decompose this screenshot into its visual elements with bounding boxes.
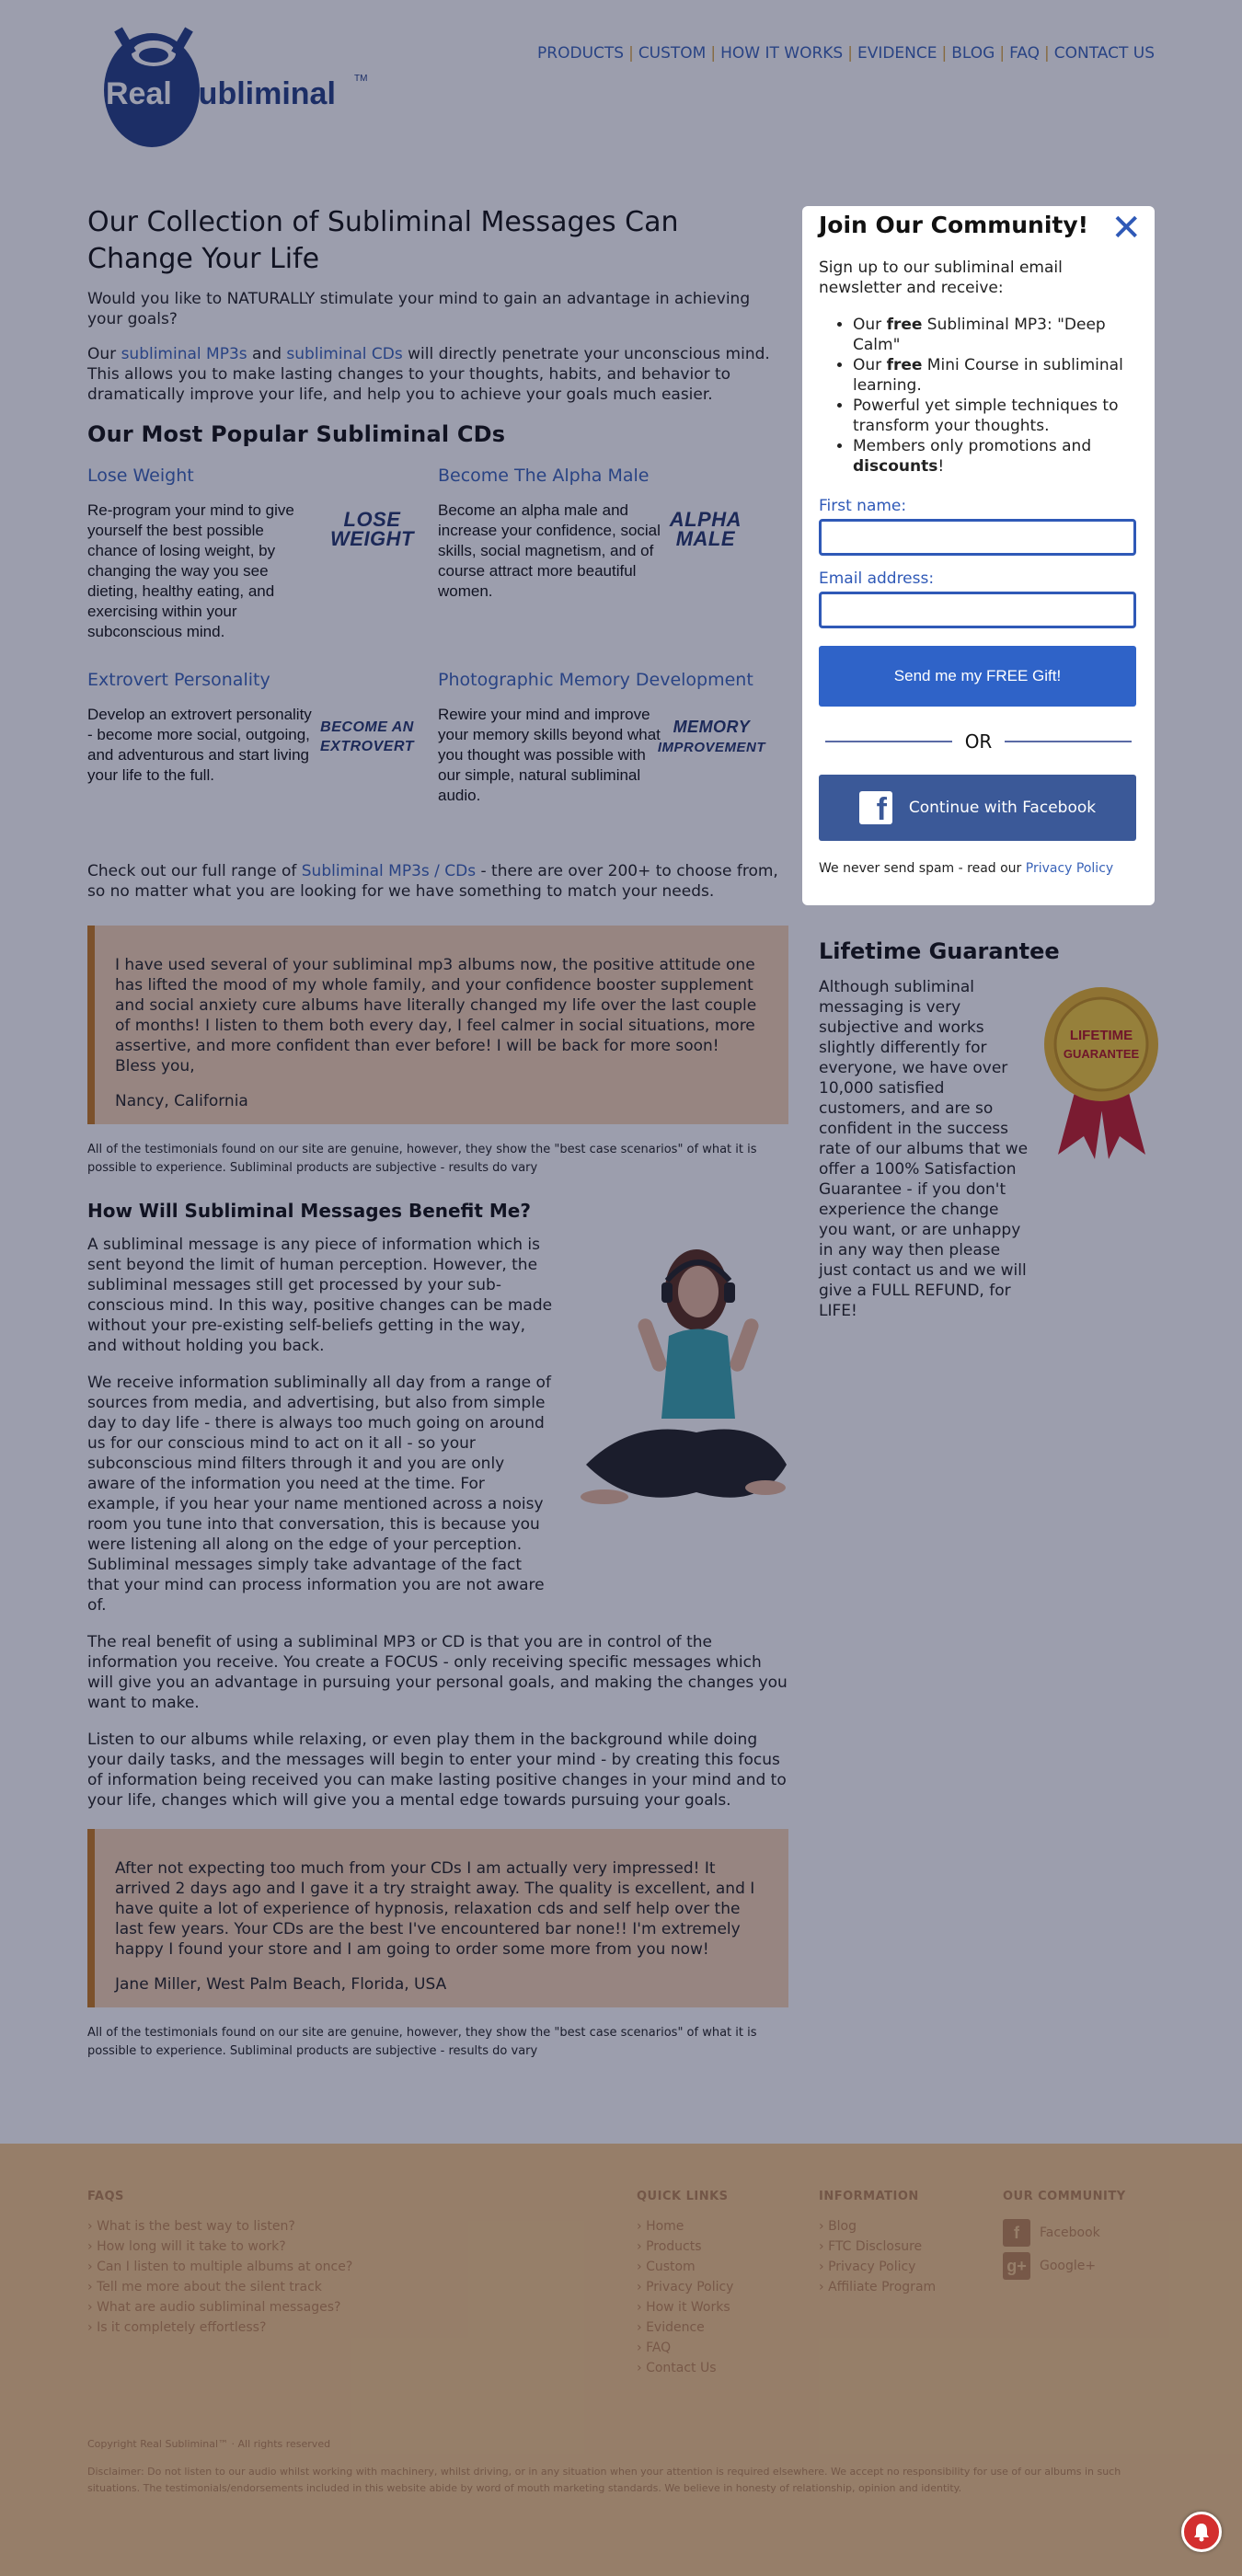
svg-text:TM: TM	[354, 74, 368, 84]
nav-item-blog[interactable]: BLOG	[951, 44, 995, 63]
copyright: Copyright Real Subliminal™ · All rights reserved	[87, 2438, 331, 2450]
footer-faq-link[interactable]: › Can I listen to multiple albums at once?	[87, 2257, 352, 2277]
svg-text:GUARANTEE: GUARANTEE	[1063, 1047, 1140, 1061]
footer-faq-link[interactable]: › What is the best way to listen?	[87, 2216, 352, 2237]
nav-item-evidence[interactable]: EVIDENCE	[857, 44, 937, 63]
send-free-gift-button[interactable]: Send me my FREE Gift!	[819, 646, 1136, 707]
testimonial-disclaimer: All of the testimonials found on our site are genuine, however, they show the "best case scenarios" of what it is possible to experience. Subliminal products are subjective - results do vary	[87, 2026, 757, 2058]
testimonial-text: After not expecting too much from your CDs I am actually very impressed! It arrived 2 days ago and I gave it a try straight away. The quality is excellent, and I have quite a lot of experience of hypnosis, relaxation cds and self help over the last few years. Your CDs are the best I've encountered bar none!! I'm extremely happy I found your store and I am going to order some more from you now!	[115, 1859, 755, 1959]
nav-separator: |	[1044, 44, 1050, 63]
nav-item-faq[interactable]: FAQ	[1009, 44, 1040, 63]
cd-description: Re-program your mind to give yourself the best possible chance of losing weight, by changing the way you see dieting, healthy eating, and exercising within your subconscious mind.	[87, 501, 294, 640]
or-divider: OR	[825, 730, 1132, 753]
nav-item-custom[interactable]: CUSTOM	[638, 44, 707, 63]
footer-faq-link[interactable]: › Is it completely effortless?	[87, 2317, 352, 2338]
facebook-link[interactable]: f Facebook	[1003, 2216, 1126, 2249]
first-name-label: First name:	[819, 497, 907, 515]
footer-quick-link[interactable]: › How it Works	[637, 2297, 733, 2317]
email-input[interactable]	[819, 592, 1136, 628]
benefit-section	[87, 1235, 788, 1811]
svg-text:Subliminal: Subliminal	[178, 76, 336, 111]
cd-lose-weight	[87, 466, 414, 642]
testimonial-author: Jane Miller, West Palm Beach, Florida, USA	[115, 1975, 447, 1994]
nav-item-how-it-works[interactable]: HOW IT WORKS	[720, 44, 844, 63]
full-range-link[interactable]: Subliminal MP3s / CDs	[301, 862, 477, 880]
signup-benefit-item: • Members only promotions and discounts!	[853, 436, 1138, 477]
notification-bell-button[interactable]	[1181, 2512, 1222, 2552]
svg-text:Real: Real	[106, 76, 172, 111]
benefit-paragraph: Listen to our albums while relaxing, or even play them in the background while doing your daily tasks, and the messages will begin to enter your mind - by creating this focus of information being received you can make lasting positive changes in your mind and to your life, changes which will give you a mental edge towards pursuing your goals.	[87, 1731, 787, 1810]
nav-separator: |	[847, 44, 853, 63]
google-plus-icon: g+	[1003, 2252, 1030, 2280]
cd-badge[interactable]: BECOME AN EXTROVERT	[320, 719, 414, 754]
cd-title-link[interactable]: Extrovert Personality	[87, 670, 270, 690]
signup-intro: Sign up to our subliminal email newsletter and receive:	[819, 259, 1063, 297]
facebook-icon: f	[859, 791, 892, 824]
guarantee-seal-icon	[1040, 984, 1164, 1159]
subliminal-mp3s-link[interactable]: subliminal MP3s	[121, 345, 247, 363]
intro-paragraph: Our subliminal MP3s and subliminal CDs will directly penetrate your unconscious mind. This allows you to make lasting changes to your thoughts, habits, and behavior to dramatically improve your life, and help you to achieve your goals much easier.	[87, 345, 770, 404]
testimonial-author: Nancy, California	[115, 1092, 248, 1110]
nav-separator: |	[999, 44, 1006, 63]
cd-photographic-memory	[438, 670, 788, 806]
footer-information: INFORMATION › Blog › FTC Disclosure › Privacy Policy › Affiliate Program	[819, 2190, 936, 2297]
full-range-text: Check out our full range of Subliminal MP3s / CDs - there are over 200+ to choose from, so no matter what you are looking for we have something to match your needs.	[87, 862, 778, 901]
footer-community: OUR COMMUNITY f Facebook g+ Google+	[1003, 2190, 1126, 2283]
benefit-paragraph: A subliminal message is any piece of information which is sent beyond the limit of human perception. However, the subliminal messages still get processed by your sub-conscious mind. In this way, positive changes can be made without your pre-existing self-beliefs getting in the way, and without holding you back.	[87, 1236, 553, 1355]
lifetime-guarantee	[819, 938, 1164, 1321]
no-spam-notice: We never send spam - read our Privacy Policy	[819, 861, 1114, 876]
guarantee-text: Although subliminal messaging is very subjective and works slightly differently for everyone, we have over 10,000 satisfied customers, and are so confident in the success rate of our albums that we offer a 100% Satisfaction Guarantee - if you don't experience the change you want, or are unhappy in any way then please just contact us and we will give a FULL REFUND, for LIFE!	[819, 978, 1029, 1320]
close-icon[interactable]: ✕	[1110, 207, 1142, 249]
email-label: Email address:	[819, 569, 935, 588]
footer-faq-link[interactable]: › Tell me more about the silent track	[87, 2277, 352, 2297]
cd-title-link[interactable]: Become The Alpha Male	[438, 466, 650, 486]
nav-item-contact-us[interactable]: CONTACT US	[1053, 44, 1155, 63]
main-nav	[537, 44, 1155, 63]
facebook-icon: f	[1003, 2219, 1030, 2247]
benefit-heading: How Will Subliminal Messages Benefit Me?	[87, 1200, 531, 1222]
footer-info-link[interactable]: › Affiliate Program	[819, 2277, 936, 2297]
popular-cds-grid	[87, 466, 788, 861]
footer-faqs: FAQS › What is the best way to listen? › How long will it take to work? › Can I listen to multiple albums at once? › Tell me more about the silent track › What are audio subliminal messages? › Is it completely effortless?	[87, 2190, 352, 2338]
cd-title-link[interactable]: Lose Weight	[87, 466, 194, 486]
nav-separator: |	[710, 44, 717, 63]
nav-item-products[interactable]: PRODUCTS	[537, 44, 625, 63]
guarantee-title: Lifetime Guarantee	[819, 938, 1060, 964]
real-subliminal-logo[interactable]	[87, 17, 373, 164]
footer	[0, 2144, 1242, 2576]
footer-quick-link[interactable]: › Products	[637, 2237, 733, 2257]
bell-icon	[1192, 2522, 1211, 2542]
lead-text: Would you like to NATURALLY stimulate your mind to gain an advantage in achieving your goals?	[87, 290, 751, 328]
newsletter-signup-modal	[802, 206, 1155, 905]
footer-faq-link[interactable]: › How long will it take to work?	[87, 2237, 352, 2257]
footer-quick-links: QUICK LINKS › Home › Products › Custom › Privacy Policy › How it Works › Evidence › FAQ › Contact Us	[637, 2190, 733, 2378]
footer-quick-link[interactable]: › Privacy Policy	[637, 2277, 733, 2297]
testimonial-text: I have used several of your subliminal mp3 albums now, the positive attitude one has lifted the mood of my whole family, and your confidence booster supplement and social anxiety cure albums have literally changed my life over the last couple of months! I listen to them both every day, I feel calmer in social situations, more assertive, and more confident than ever before! I will be back for more soon! Bless you,	[115, 956, 757, 1075]
signup-benefit-item: • Our free Mini Course in subliminal learning.	[853, 355, 1138, 396]
testimonial	[87, 1829, 788, 2007]
cd-description: Rewire your mind and improve your memory skills beyond what you thought was possible with our simple, natural subliminal audio.	[438, 706, 661, 804]
continue-with-facebook-button[interactable]: f Continue with Facebook	[819, 775, 1136, 841]
footer-quick-link[interactable]: › Custom	[637, 2257, 733, 2277]
signup-title: Join Our Community!	[819, 212, 1089, 238]
footer-quick-link[interactable]: › Home	[637, 2216, 733, 2237]
woman-with-headphones-image	[577, 1235, 788, 1529]
svg-text:LIFETIME: LIFETIME	[1069, 1028, 1133, 1043]
google-plus-link[interactable]: g+ Google+	[1003, 2249, 1126, 2283]
cd-badge[interactable]: MEMORY IMPROVEMENT	[657, 718, 765, 755]
testimonial	[87, 926, 788, 1124]
popular-cds-heading: Our Most Popular Subliminal CDs	[87, 421, 506, 447]
testimonial-disclaimer: All of the testimonials found on our site are genuine, however, they show the "best case scenarios" of what it is possible to experience. Subliminal products are subjective - results do vary	[87, 1143, 757, 1175]
signup-benefit-item: • Powerful yet simple techniques to transform your thoughts.	[853, 396, 1138, 436]
first-name-input[interactable]	[819, 519, 1136, 556]
signup-benefit-item: • Our free Subliminal MP3: "Deep Calm"	[853, 315, 1138, 355]
privacy-policy-link[interactable]: Privacy Policy	[1025, 861, 1114, 876]
cd-description: Develop an extrovert personality - become more social, outgoing, and adventurous and start living your life to the full.	[87, 706, 312, 784]
footer-info-link[interactable]: › FTC Disclosure	[819, 2237, 936, 2257]
footer-disclaimer: Disclaimer: Do not listen to our audio whilst working with machinery, whilst driving, or in any situation when your attention is required elsewhere. We accept no responsibility for use of our albums in such situations. The testimonials/endorsements included in this website abide by word of mouth marketing standards. We believe in honesty of relationship, opinion and identity.	[87, 2466, 1121, 2494]
footer-quick-link[interactable]: › Contact Us	[637, 2358, 733, 2378]
cd-description: Become an alpha male and increase your confidence, social skills, social magnetism, and of course attract more beautiful women.	[438, 501, 661, 600]
cd-extrovert	[87, 670, 414, 786]
footer-quick-link[interactable]: › FAQ	[637, 2338, 733, 2358]
footer-info-link[interactable]: › Blog	[819, 2216, 936, 2237]
footer-info-link[interactable]: › Privacy Policy	[819, 2257, 936, 2277]
signup-benefits	[853, 315, 1138, 477]
benefit-paragraph: The real benefit of using a subliminal MP3 or CD is that you are in control of the information you receive. You create a FOCUS - only receiving specific messages which will give you an advantage in pursuing your personal goals, and making the changes you want to make.	[87, 1633, 788, 1712]
cd-alpha-male	[438, 466, 765, 602]
cd-badge[interactable]: ALPHA MALE	[669, 508, 742, 550]
page-title: Our Collection of Subliminal Messages Can Change Your Life	[87, 206, 679, 275]
footer-faq-link[interactable]: › What are audio subliminal messages?	[87, 2297, 352, 2317]
nav-separator: |	[941, 44, 948, 63]
subliminal-cds-link[interactable]: subliminal CDs	[286, 345, 403, 363]
nav-separator: |	[628, 44, 634, 63]
footer-quick-link[interactable]: › Evidence	[637, 2317, 733, 2338]
cd-title-link[interactable]: Photographic Memory Development	[438, 670, 753, 690]
cd-badge[interactable]: LOSE WEIGHT	[330, 508, 414, 550]
main-content	[87, 204, 788, 2061]
benefit-paragraph: We receive information subliminally all day from a range of sources from media, and advertising, but also from simple day to day life - there is always too much going on around us for our conscious mind to act on it all - so your subconscious mind filters through it and you are only aware of the information you need at the time. For example, if you hear your name mentioned across a noisy room you tune into that conversation, this is because you were listening all along on the edge of your perception. Subliminal messages simply take advantage of the fact that your mind can process information you are not aware of.	[87, 1374, 551, 1615]
